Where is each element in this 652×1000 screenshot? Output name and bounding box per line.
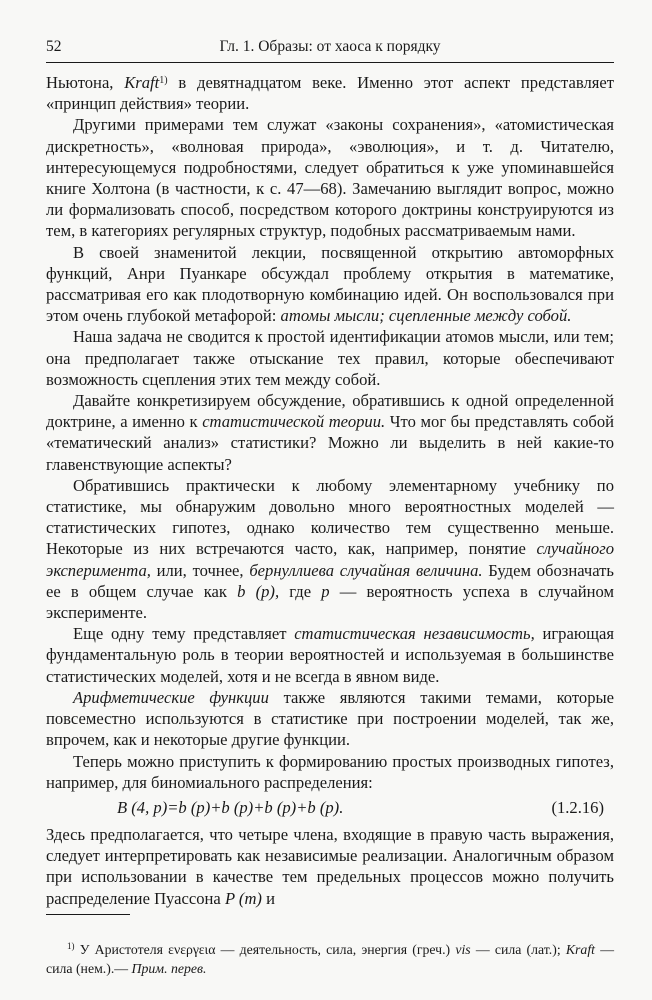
text: — сила (лат.);: [470, 941, 566, 957]
text: и: [261, 888, 275, 908]
paragraph-2: Другими примерами тем служат «законы сохранения», «атомистическая дискретность», «волновая природа», «эволюция», и т. д. Читателю, интересующемуся подробностями, следует обратиться к уже упоминавшейся книге Холтона (в частности, к с. 47—68). Замечанию выглядит вопрос, можно ли формализовать способ, посредством которого доктрины конструируются из тем, в категориях регулярных структур, подобных рассматриваемым нами.: [46, 115, 614, 241]
text: — сила (нем.).—: [46, 941, 614, 977]
text: Давайте конкретизируем обсуждение, обратившись к одной определенной доктрине, а именно к: [46, 391, 614, 432]
emphasis: статистической теории.: [202, 412, 386, 432]
footnote-marker: 1): [67, 940, 75, 951]
equation-number: (1.2.16): [551, 797, 604, 817]
latin-word: vis: [455, 941, 471, 957]
footnote: [46, 940, 614, 979]
text: также являются такими темами, которые повсеместно используются в статистике при построении моделей, так же, впрочем, как и некоторые другие функции.: [46, 687, 615, 750]
emphasis: статистическая независимость,: [294, 624, 535, 644]
body-text: [46, 72, 614, 909]
footnote-rule: [46, 914, 130, 915]
text: — вероятность успеха в случайном эксперименте.: [46, 581, 614, 623]
text: в девятнадцатом веке. Именно этот аспект представляет «принцип действия» теории.: [46, 73, 614, 114]
text: — деятельность, сила, энергия (греч.): [215, 941, 456, 957]
emphasis: случайного эксперимента,: [46, 539, 614, 580]
text: где: [279, 581, 322, 601]
text: или, точнее,: [150, 560, 250, 580]
running-title: Гл. 1. Образы: от хаоса к порядку: [219, 38, 441, 55]
text: Ньютона,: [46, 73, 125, 92]
text: играющая фундаментальную роль в теории вероятностей и используемая в большинстве статистических моделей, хотя и не всегда в явном виде.: [46, 624, 614, 686]
page-header: [46, 38, 614, 63]
text: Здесь предполагается, что четыре члена, входящие в правую часть выражения, следует интерпретировать как независимые реализации. Аналогичным образом при использовании в качестве тем предельных процессов можно получить распределение Пуассона: [46, 824, 614, 908]
german-word: Kraft: [565, 941, 595, 957]
emphasis: Арифметические функции: [73, 687, 269, 707]
text: Обратившись практически к любому элементарному учебнику по статистике, мы обнаружим довольно много вероятностных моделей — статистических гипотез, однако количество тем существенно меньше. Некоторые из них встречаются часто, как, например, понятие: [46, 475, 614, 559]
paragraph-6: [46, 475, 614, 623]
equation-formula: B (4, p)=b (p)+b (p)+b (p)+b (p).: [117, 797, 344, 817]
paragraph-8: [46, 687, 614, 751]
paragraph-9: Теперь можно приступить к формированию простых производных гипотез, например, для биномиального распределения:: [46, 751, 614, 792]
text: Что мог бы представлять собой «тематический анализ» статистики? Можно ли выделить в ней какие-то главенствующие аспекты?: [46, 412, 614, 474]
emphasis: атомы мысли; сцепленные между собой.: [280, 306, 572, 326]
paragraph-3: [46, 242, 614, 327]
page-number: 52: [46, 38, 62, 55]
footnote-ref: 1): [159, 75, 168, 86]
text: Еще одну тему представляет: [73, 624, 295, 644]
text: Будем обозначать ее в общем случае как: [46, 560, 614, 601]
translator-note: Прим. перев.: [131, 961, 207, 977]
equation: [46, 794, 614, 823]
math-symbol: p: [321, 581, 330, 601]
math-symbol: P (m): [224, 888, 262, 908]
paragraph-10: [46, 824, 614, 909]
emphasis: бернуллиева случайная величина.: [249, 560, 483, 580]
paragraph-1: [46, 72, 614, 114]
emphasis-kraft: Kraft: [124, 73, 160, 92]
text: У Аристотеля: [74, 941, 169, 957]
text: В своей знаменитой лекции, посвященной открытию автоморфных функций, Анри Пуанкаре обсуждал проблему открытия в математике, рассматривая его как плодотворную комбинацию идей. Он воспользовался при этом очень глубокой метафорой:: [46, 242, 614, 326]
math-symbol: b (p),: [237, 581, 280, 601]
paragraph-7: [46, 623, 614, 687]
greek-word: ενεργεια: [168, 941, 216, 957]
paragraph-5: [46, 390, 614, 475]
paragraph-4: Наша задача не сводится к простой идентификации атомов мысли, или тем; она предполагает также отыскание тех правил, которые обеспечивают возможность сцепления этих тем между собой.: [46, 327, 614, 389]
